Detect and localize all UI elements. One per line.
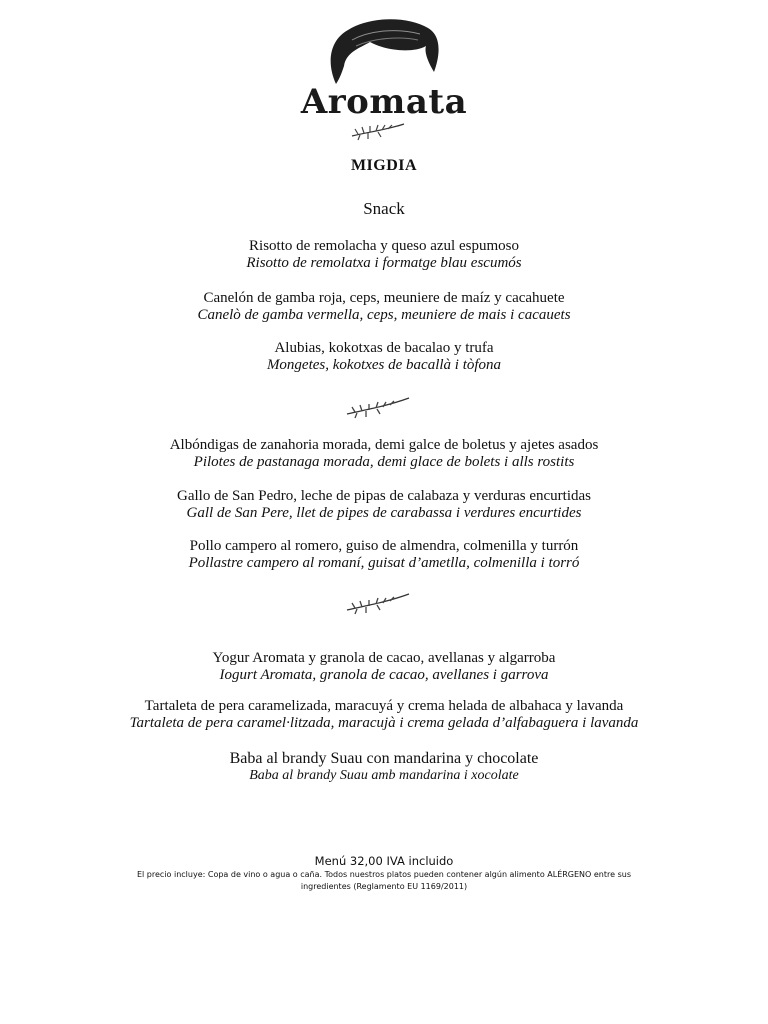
dish-name-es: Albóndigas de zanahoria morada, demi galce de boletus y ajetes asados	[169, 437, 599, 453]
dish-name-ca: Risotto de remolatxa i formatge blau escumós	[246, 255, 522, 271]
restaurant-logo	[300, 12, 468, 152]
dish-name-ca: Pilotes de pastanaga morada, demi glace de bolets i alls rostits	[193, 454, 575, 470]
dish-name-ca: Mongetes, kokotxes de bacallà i tòfona	[266, 357, 502, 373]
herb-sprig-icon	[348, 120, 408, 144]
dish-item	[0, 290, 768, 324]
hair-illustration-icon	[300, 12, 468, 92]
dish-item	[0, 698, 768, 732]
dish-name-es: Yogur Aromata y granola de cacao, avellanas y algarroba	[212, 650, 556, 666]
herb-sprig-icon	[343, 590, 413, 620]
dish-name-ca: Canelò de gamba vermella, ceps, meuniere de mais i cacauets	[197, 307, 571, 323]
dish-name-es: Gallo de San Pedro, leche de pipas de calabaza y verduras encurtidas	[177, 488, 591, 504]
dish-name-ca: Pollastre campero al romaní, guisat d’ametlla, colmenilla i torró	[188, 555, 580, 571]
dish-name-es: Pollo campero al romero, guiso de almendra, colmenilla y turrón	[189, 538, 579, 554]
brand-name: Aromata	[300, 82, 468, 122]
dish-name-ca: Gall de San Pere, llet de pipes de carabassa i verdures encurtides	[186, 505, 582, 521]
dish-name-ca: Tartaleta de pera caramel·litzada, maracujà i crema gelada d’alfabaguera i lavanda	[129, 715, 639, 731]
dish-item	[0, 650, 768, 684]
dish-item	[0, 750, 768, 784]
menu-subtitle: Snack	[363, 199, 405, 218]
dish-name-es: Baba al brandy Suau con mandarina y chocolate	[229, 750, 539, 767]
dish-name-ca: Iogurt Aromata, granola de cacao, avellanes i garrova	[219, 667, 549, 683]
dish-name-es: Tartaleta de pera caramelizada, maracuyá y crema helada de albahaca y lavanda	[144, 698, 624, 714]
allergen-note: El precio incluye: Copa de vino o agua o caña. Todos nuestros platos pueden contener algún alimento ALÉRGENO entre sus ingredientes (Reglamento EU 1169/2011)	[136, 870, 631, 891]
dish-name-es: Canelón de gamba roja, ceps, meuniere de maíz y cacahuete	[203, 290, 565, 306]
dish-item	[0, 340, 768, 374]
menu-price: Menú 32,00 IVA incluido	[314, 854, 454, 868]
dish-name-ca: Baba al brandy Suau amb mandarina i xocolate	[249, 768, 519, 783]
herb-sprig-icon	[343, 394, 413, 424]
dish-item	[0, 538, 768, 572]
dish-item	[0, 437, 768, 471]
dish-name-es: Risotto de remolacha y queso azul espumoso	[249, 238, 519, 254]
menu-title: MIGDIA	[350, 157, 418, 174]
dish-item	[0, 488, 768, 522]
dish-name-es: Alubias, kokotxas de bacalao y trufa	[274, 340, 494, 356]
dish-item	[0, 238, 768, 272]
